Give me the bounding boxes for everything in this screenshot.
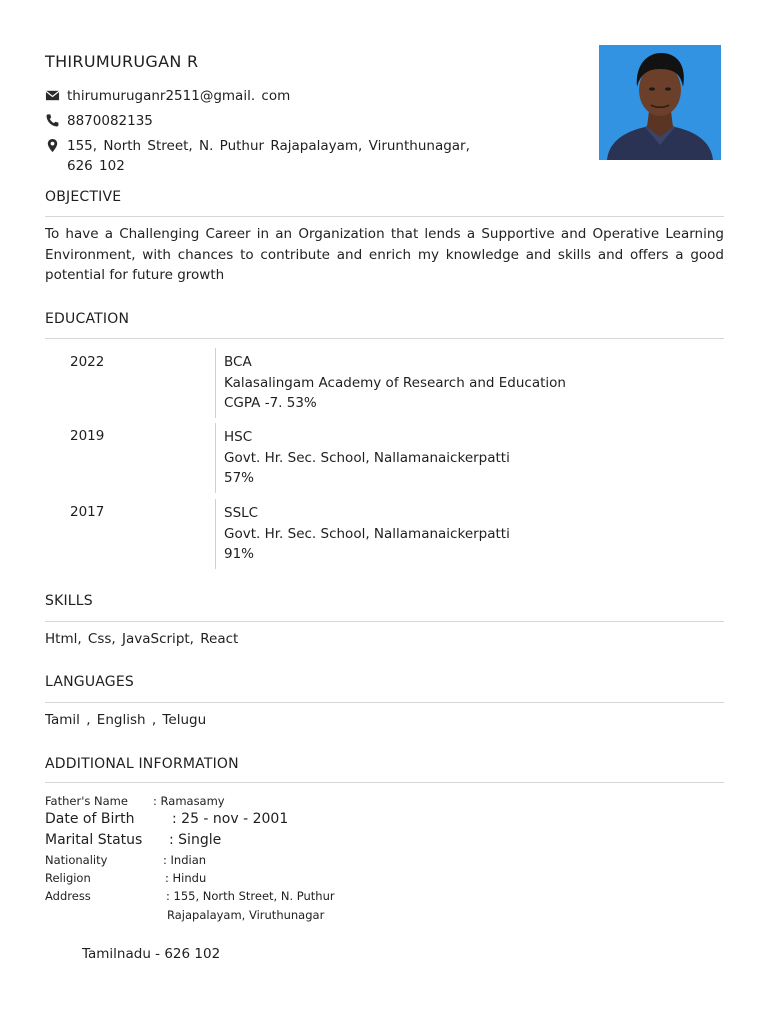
dob-label: Date of Birth xyxy=(45,811,135,827)
education-divider xyxy=(45,338,724,339)
education-score: 91% xyxy=(224,546,255,562)
education-score: CGPA -7. 53% xyxy=(224,395,317,411)
address-row xyxy=(45,136,492,176)
address-value-line3: Tamilnadu - 626 102 xyxy=(82,946,221,962)
address-text: 155, North Street, N. Puthur Rajapalayam, Virunthunagar, 626 102 xyxy=(67,138,470,174)
address-value-line2: Rajapalayam, Viruthunagar xyxy=(167,908,325,922)
education-degree: BCA xyxy=(224,354,252,370)
education-timeline-bar xyxy=(215,423,216,493)
phone-icon xyxy=(45,113,60,128)
mail-icon xyxy=(45,88,60,103)
education-entry-hsc xyxy=(224,427,510,489)
marital-status-value: : Single xyxy=(169,832,222,848)
marital-status-label: Marital Status xyxy=(45,832,143,848)
email-text[interactable]: thirumuruganr2511@gmail. com xyxy=(67,88,291,104)
education-year-2022: 2022 xyxy=(70,354,105,370)
email-row xyxy=(45,86,497,106)
phone-row xyxy=(45,111,497,131)
languages-text: Tamil , English , Telugu xyxy=(45,712,207,728)
religion-label: Religion xyxy=(45,871,91,885)
objective-text: To have a Challenging Career in an Organization that lends a Supportive and Operative Learning Environment, with chances to contribute and enrich my knowledge and skills and offers a good potential for future growth xyxy=(45,226,724,283)
education-year-2019: 2019 xyxy=(70,428,105,444)
languages-divider xyxy=(45,702,724,703)
education-heading: EDUCATION xyxy=(45,311,130,327)
additional-info-heading: ADDITIONAL INFORMATION xyxy=(45,756,239,772)
skills-heading: SKILLS xyxy=(45,593,93,609)
education-degree: SSLC xyxy=(224,505,259,521)
education-institution: Kalasalingam Academy of Research and Education xyxy=(224,374,566,391)
skills-divider xyxy=(45,621,724,622)
phone-text[interactable]: 8870082135 xyxy=(67,113,153,129)
objective-divider xyxy=(45,216,724,217)
education-institution: Govt. Hr. Sec. School, Nallamanaickerpatti xyxy=(224,525,510,542)
fathers-name-value: : Ramasamy xyxy=(153,794,225,808)
nationality-label: Nationality xyxy=(45,853,108,867)
address-value-line1: : 155, North Street, N. Puthur xyxy=(166,889,335,903)
education-timeline-bar xyxy=(215,348,216,418)
education-score: 57% xyxy=(224,470,255,486)
nationality-value: : Indian xyxy=(163,853,207,867)
skills-text: Html, Css, JavaScript, React xyxy=(45,631,239,647)
candidate-name: THIRUMURUGAN R xyxy=(45,52,199,71)
profile-photo xyxy=(599,45,721,160)
dob-value: : 25 - nov - 2001 xyxy=(172,811,289,827)
address-label: Address xyxy=(45,889,91,903)
religion-value: : Hindu xyxy=(165,871,207,885)
fathers-name-label: Father's Name xyxy=(45,794,128,808)
education-entry-bca xyxy=(224,352,566,414)
education-year-2017: 2017 xyxy=(70,504,105,520)
education-institution: Govt. Hr. Sec. School, Nallamanaickerpatti xyxy=(224,449,510,466)
additional-info-divider xyxy=(45,782,724,783)
education-entry-sslc xyxy=(224,503,510,565)
location-pin-icon xyxy=(45,138,60,153)
languages-heading: LANGUAGES xyxy=(45,674,134,690)
education-timeline-bar xyxy=(215,499,216,569)
education-degree: HSC xyxy=(224,429,253,445)
objective-heading: OBJECTIVE xyxy=(45,189,122,205)
